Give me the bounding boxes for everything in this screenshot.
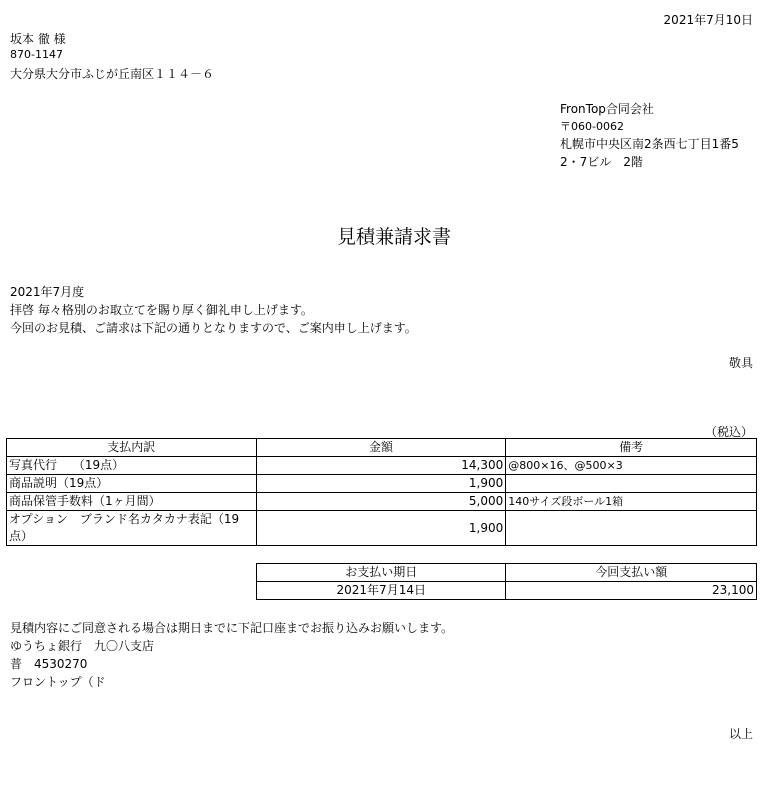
closing-keigu: 敬具 (728, 356, 753, 370)
sender-postal: 〒060-0062 (560, 120, 624, 133)
greeting-line-1: 拝啓 毎々格別のお取立てを賜り厚く御礼申し上げます。 (10, 303, 313, 317)
total-amount-value: 23,100 (506, 582, 757, 600)
amount-cell: 1,900 (256, 475, 506, 493)
due-date-value: 2021年7月14日 (257, 582, 506, 600)
payment-table (256, 563, 757, 600)
recipient-address: 大分県大分市ふじが丘南区１１４－６ (10, 67, 215, 81)
items-table (6, 438, 757, 546)
recipient-name: 坂本 徹 様 (10, 32, 66, 46)
amount-cell: 1,900 (256, 511, 506, 546)
items-table-header (7, 439, 757, 457)
header-note: 備考 (506, 439, 757, 457)
sender-address-line1: 札幌市中央区南2条西七丁目1番5 (560, 137, 739, 151)
header-item: 支払内訳 (7, 439, 257, 457)
note-cell: 140サイズ段ボール1箱 (506, 493, 757, 511)
item-cell: 商品保管手数料（1ヶ月間） (7, 493, 257, 511)
account-holder: フロントップ（ド (10, 675, 106, 689)
payment-table-header (257, 564, 757, 582)
table-row (257, 582, 757, 600)
note-cell: @800×16、@500×3 (506, 457, 757, 475)
item-cell: オプション ブランド名カタカナ表記（19点） (7, 511, 257, 546)
header-amount: 金額 (256, 439, 506, 457)
table-row (7, 493, 757, 511)
bank-intro: 見積内容にご同意される場合は期日までに下記口座までお振り込みお願いします。 (10, 621, 454, 635)
billing-period: 2021年7月度 (10, 285, 85, 299)
amount-cell: 14,300 (256, 457, 506, 475)
note-cell (506, 475, 757, 493)
note-cell (506, 511, 757, 546)
sender-address-line2: 2・7ビル 2階 (560, 155, 643, 169)
due-date-header: お支払い期日 (257, 564, 506, 582)
item-cell: 写真代行 （19点） (7, 457, 257, 475)
greeting-line-2: 今回のお見積、ご請求は下記の通りとなりますので、ご案内申し上げます。 (10, 321, 417, 335)
total-amount-header: 今回支払い額 (506, 564, 757, 582)
item-cell: 商品説明（19点） (7, 475, 257, 493)
recipient-postal: 870-1147 (10, 48, 63, 61)
document-date: 2021年7月10日 (663, 13, 753, 27)
sender-company: FronTop合同会社 (560, 102, 654, 116)
bank-name: ゆうちょ銀行 九〇八支店 (10, 639, 155, 653)
account-number: 普 4530270 (10, 657, 88, 671)
document-title: 見積兼請求書 (336, 226, 451, 248)
table-row (7, 475, 757, 493)
table-row (7, 457, 757, 475)
amount-cell: 5,000 (256, 493, 506, 511)
tax-included-note: （税込） (704, 425, 753, 439)
end-mark: 以上 (728, 727, 753, 741)
table-row (7, 511, 757, 546)
